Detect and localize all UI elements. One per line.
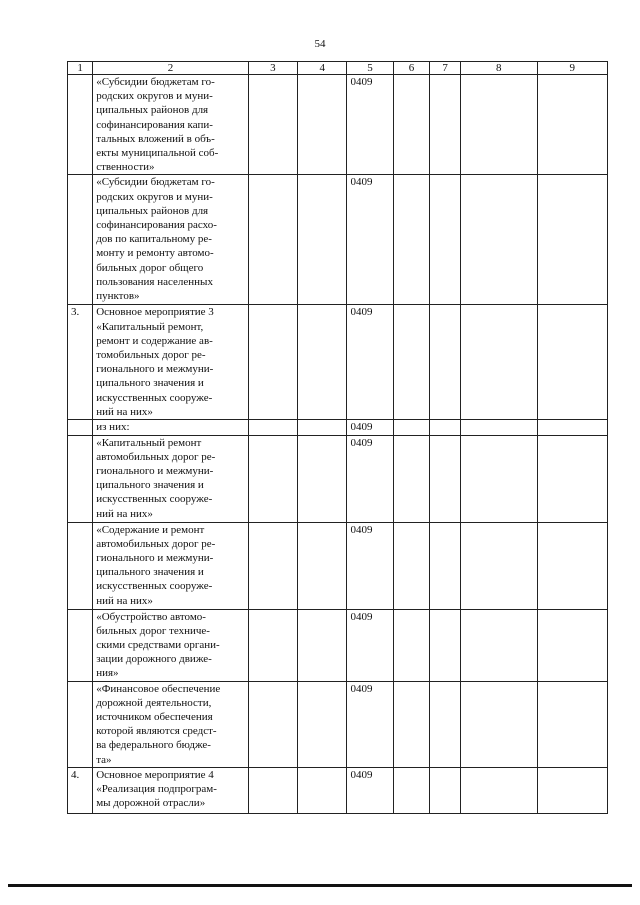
row-number-cell bbox=[68, 420, 93, 435]
empty-cell bbox=[248, 609, 297, 681]
table-row bbox=[68, 420, 608, 435]
empty-cell bbox=[298, 420, 347, 435]
code-cell: 0409 bbox=[347, 522, 393, 609]
empty-cell bbox=[298, 609, 347, 681]
empty-cell bbox=[393, 420, 430, 435]
table-row bbox=[68, 681, 608, 767]
activity-name-cell: «Содержание и ремонт автомобильных дорог ре- гионального и межмуни- ципального значения и искусственных сооруже- ний на них» bbox=[93, 522, 248, 609]
empty-cell bbox=[430, 767, 460, 813]
activity-name-cell: «Капитальный ремонт автомобильных дорог ре- гионального и межмуни- ципального значения и искусственных сооруже- ний на них» bbox=[93, 435, 248, 522]
empty-cell bbox=[393, 767, 430, 813]
page-number: 54 bbox=[314, 38, 326, 50]
empty-cell bbox=[298, 681, 347, 767]
row-number-cell bbox=[68, 75, 93, 175]
column-header: 3 bbox=[248, 62, 297, 75]
table-row bbox=[68, 305, 608, 420]
empty-cell bbox=[537, 522, 607, 609]
empty-cell bbox=[460, 420, 537, 435]
column-header: 2 bbox=[93, 62, 248, 75]
code-cell: 0409 bbox=[347, 767, 393, 813]
empty-cell bbox=[248, 435, 297, 522]
empty-cell bbox=[393, 435, 430, 522]
activity-name-cell: из них: bbox=[93, 420, 248, 435]
column-header: 5 bbox=[347, 62, 393, 75]
row-number-cell bbox=[68, 609, 93, 681]
column-header: 1 bbox=[68, 62, 93, 75]
empty-cell bbox=[430, 305, 460, 420]
empty-cell bbox=[393, 609, 430, 681]
empty-cell bbox=[248, 767, 297, 813]
empty-cell bbox=[298, 75, 347, 175]
empty-cell bbox=[298, 435, 347, 522]
empty-cell bbox=[537, 75, 607, 175]
code-cell: 0409 bbox=[347, 75, 393, 175]
row-number-cell bbox=[68, 681, 93, 767]
empty-cell bbox=[298, 305, 347, 420]
empty-cell bbox=[537, 681, 607, 767]
empty-cell bbox=[430, 420, 460, 435]
table-row bbox=[68, 435, 608, 522]
code-cell: 0409 bbox=[347, 681, 393, 767]
table-body bbox=[68, 75, 608, 814]
table-row bbox=[68, 75, 608, 175]
empty-cell bbox=[537, 420, 607, 435]
empty-cell bbox=[430, 175, 460, 305]
row-number-cell bbox=[68, 522, 93, 609]
table-row bbox=[68, 522, 608, 609]
empty-cell bbox=[393, 522, 430, 609]
empty-cell bbox=[460, 609, 537, 681]
empty-cell bbox=[298, 767, 347, 813]
column-header: 7 bbox=[430, 62, 460, 75]
empty-cell bbox=[460, 522, 537, 609]
activity-name-cell: «Обустройство автомо- бильных дорог техниче- скими средствами органи- зации дорожного движе- ния» bbox=[93, 609, 248, 681]
empty-cell bbox=[537, 767, 607, 813]
program-table bbox=[67, 61, 608, 814]
empty-cell bbox=[393, 305, 430, 420]
empty-cell bbox=[298, 522, 347, 609]
activity-name-cell: «Субсидии бюджетам го- родских округов и муни- ципальных районов для софинансирования расхо- дов по капитальному ре- монту и ремонту автомо- бильных дорог общего пользования населенных пунктов» bbox=[93, 175, 248, 305]
empty-cell bbox=[537, 435, 607, 522]
code-cell: 0409 bbox=[347, 435, 393, 522]
column-header: 6 bbox=[393, 62, 430, 75]
activity-name-cell: Основное мероприятие 4 «Реализация подпрограм- мы дорожной отрасли» bbox=[93, 767, 248, 813]
empty-cell bbox=[248, 420, 297, 435]
empty-cell bbox=[248, 175, 297, 305]
empty-cell bbox=[430, 522, 460, 609]
code-cell: 0409 bbox=[347, 175, 393, 305]
empty-cell bbox=[537, 305, 607, 420]
empty-cell bbox=[537, 609, 607, 681]
column-header: 9 bbox=[537, 62, 607, 75]
empty-cell bbox=[298, 175, 347, 305]
empty-cell bbox=[430, 75, 460, 175]
row-number-cell bbox=[68, 435, 93, 522]
table-row bbox=[68, 175, 608, 305]
empty-cell bbox=[460, 75, 537, 175]
empty-cell bbox=[460, 305, 537, 420]
row-number-cell: 3. bbox=[68, 305, 93, 420]
row-number-cell: 4. bbox=[68, 767, 93, 813]
bottom-rule bbox=[8, 884, 632, 887]
table-row bbox=[68, 767, 608, 813]
empty-cell bbox=[248, 681, 297, 767]
table-row bbox=[68, 609, 608, 681]
empty-cell bbox=[248, 75, 297, 175]
empty-cell bbox=[393, 175, 430, 305]
empty-cell bbox=[460, 681, 537, 767]
empty-cell bbox=[430, 681, 460, 767]
empty-cell bbox=[537, 175, 607, 305]
code-cell: 0409 bbox=[347, 609, 393, 681]
column-header: 4 bbox=[298, 62, 347, 75]
empty-cell bbox=[460, 435, 537, 522]
empty-cell bbox=[248, 305, 297, 420]
empty-cell bbox=[460, 175, 537, 305]
header-row bbox=[68, 62, 608, 75]
code-cell: 0409 bbox=[347, 420, 393, 435]
empty-cell bbox=[393, 75, 430, 175]
empty-cell bbox=[393, 681, 430, 767]
empty-cell bbox=[248, 522, 297, 609]
empty-cell bbox=[430, 435, 460, 522]
code-cell: 0409 bbox=[347, 305, 393, 420]
column-header: 8 bbox=[460, 62, 537, 75]
activity-name-cell: «Финансовое обеспечение дорожной деятельности, источником обеспечения которой являются средст- ва федерального бюдже- та» bbox=[93, 681, 248, 767]
activity-name-cell: Основное мероприятие 3 «Капитальный ремонт, ремонт и содержание ав- томобильных дорог ре- гионального и межмуни- ципального значения и искусственных сооруже- ний на них» bbox=[93, 305, 248, 420]
row-number-cell bbox=[68, 175, 93, 305]
empty-cell bbox=[460, 767, 537, 813]
empty-cell bbox=[430, 609, 460, 681]
activity-name-cell: «Субсидии бюджетам го- родских округов и муни- ципальных районов для софинансирования капи- тальных вложений в объ- екты муниципальной соб- ственности» bbox=[93, 75, 248, 175]
